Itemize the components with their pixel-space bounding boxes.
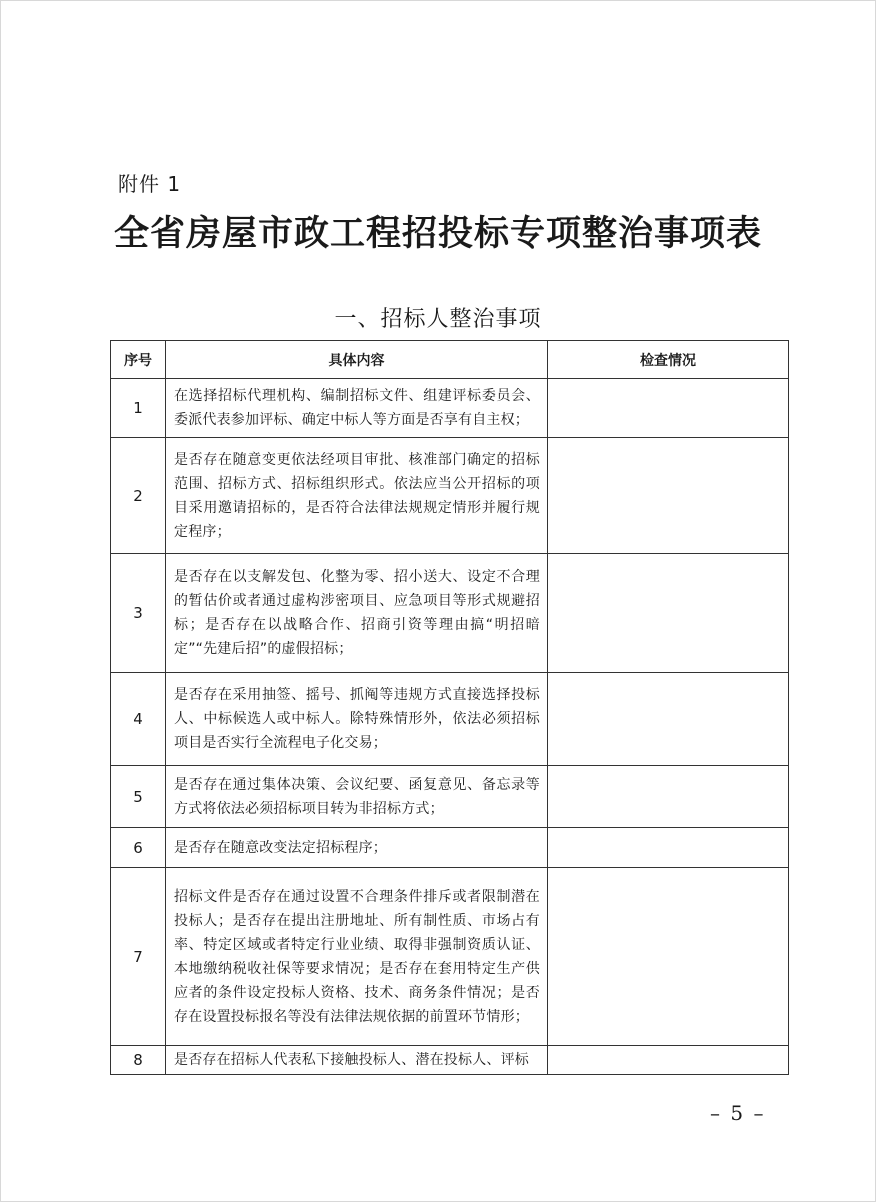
section-title: 一、招标人整治事项 [334, 307, 542, 332]
row-content: 是否存在通过集体决策、会议纪要、函复意见、备忘录等方式将依法必须招标项目转为非招标方式； [166, 766, 548, 828]
page-number: – 5 – [710, 1101, 766, 1125]
header-inspection-status: 检查情况 [548, 341, 789, 379]
rectification-matters-table [110, 340, 789, 1075]
attachment-label: 附件 1 [118, 172, 182, 196]
row-inspection-cell [548, 1046, 789, 1075]
document-title: 全省房屋市政工程招投标专项整治事项表 [113, 213, 762, 254]
row-serial-number: 3 [111, 554, 166, 673]
row-content: 招标文件是否存在通过设置不合理条件排斥或者限制潜在投标人；是否存在提出注册地址、所有制性质、市场占有率、特定区域或者特定行业业绩、取得非强制资质认证、本地缴纳税收社保等要求情况；是否存在套用特定生产供应者的条件设定投标人资格、技术、商务条件情况；是否存在设置投标报名等没有法律法规依据的前置环节情形； [166, 868, 548, 1046]
row-serial-number: 5 [111, 766, 166, 828]
table-row [111, 868, 789, 1046]
row-serial-number: 6 [111, 828, 166, 868]
row-inspection-cell [548, 379, 789, 438]
row-content: 在选择招标代理机构、编制招标文件、组建评标委员会、委派代表参加评标、确定中标人等方面是否享有自主权； [166, 379, 548, 438]
table-row [111, 1046, 789, 1075]
row-inspection-cell [548, 828, 789, 868]
row-serial-number: 1 [111, 379, 166, 438]
row-content: 是否存在随意变更依法经项目审批、核准部门确定的招标范围、招标方式、招标组织形式。依法应当公开招标的项目采用邀请招标的，是否符合法律法规规定情形并履行规定程序； [166, 438, 548, 554]
table-header-row [111, 341, 789, 379]
row-serial-number: 2 [111, 438, 166, 554]
row-serial-number: 4 [111, 673, 166, 766]
table-row [111, 828, 789, 868]
row-content: 是否存在以支解发包、化整为零、招小送大、设定不合理的暂估价或者通过虚构涉密项目、应急项目等形式规避招标；是否存在以战略合作、招商引资等理由搞“明招暗定”“先建后招”的虚假招标； [166, 554, 548, 673]
row-content: 是否存在采用抽签、摇号、抓阄等违规方式直接选择投标人、中标候选人或中标人。除特殊情形外，依法必须招标项目是否实行全流程电子化交易； [166, 673, 548, 766]
table-row [111, 766, 789, 828]
row-inspection-cell [548, 438, 789, 554]
row-serial-number: 7 [111, 868, 166, 1046]
row-content: 是否存在随意改变法定招标程序； [166, 828, 548, 868]
row-inspection-cell [548, 554, 789, 673]
table-row [111, 554, 789, 673]
row-inspection-cell [548, 766, 789, 828]
header-serial-number: 序号 [111, 341, 166, 379]
row-inspection-cell [548, 868, 789, 1046]
table-row [111, 379, 789, 438]
row-content: 是否存在招标人代表私下接触投标人、潜在投标人、评标 [166, 1046, 548, 1075]
table-row [111, 438, 789, 554]
row-inspection-cell [548, 673, 789, 766]
header-specific-content: 具体内容 [166, 341, 548, 379]
row-serial-number: 8 [111, 1046, 166, 1075]
table-row [111, 673, 789, 766]
